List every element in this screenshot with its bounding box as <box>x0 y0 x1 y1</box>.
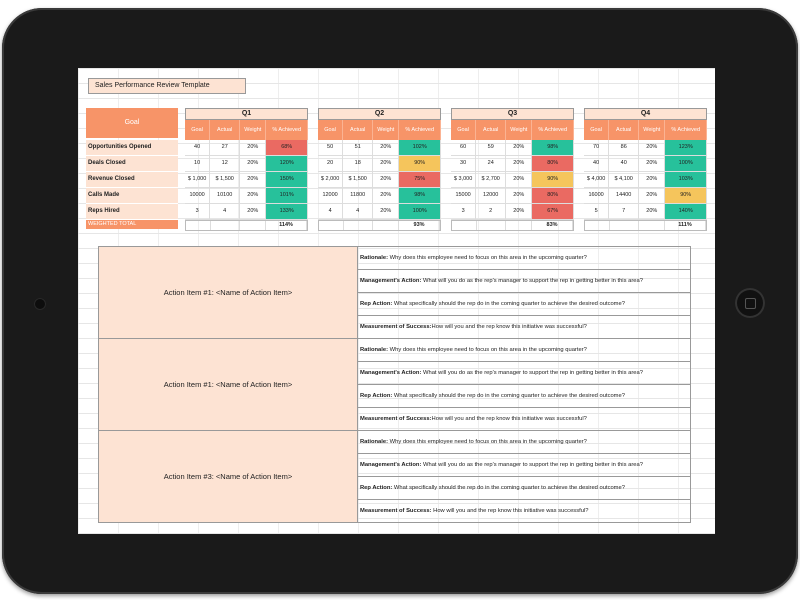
action-detail-row[interactable] <box>358 247 690 270</box>
achieved-cell[interactable]: 101% <box>266 188 308 203</box>
column-header[interactable]: Actual <box>343 120 373 140</box>
weighted-total-value[interactable]: 83% <box>532 221 573 230</box>
action-detail-label: Measurement of Success: <box>360 416 432 422</box>
goal-cell[interactable]: $ 1,000 <box>185 172 210 187</box>
weight-cell[interactable]: 20% <box>240 140 266 155</box>
quarter-header[interactable]: Q3 <box>451 108 574 120</box>
action-detail-text: How will you and the rep know this initiative was successful? <box>431 508 589 514</box>
empty-cell[interactable] <box>477 221 507 230</box>
actual-cell[interactable]: $ 1,500 <box>343 172 373 187</box>
home-square-icon <box>745 298 756 309</box>
table-row <box>451 140 574 156</box>
weight-cell[interactable]: 20% <box>373 156 399 171</box>
action-detail-label: Rep Action: <box>360 485 393 491</box>
achieved-cell[interactable]: 120% <box>266 156 308 171</box>
goal-cell[interactable]: $ 3,000 <box>451 172 476 187</box>
action-detail-text: How will you and the rep know this initiative was successful? <box>431 324 587 330</box>
column-header[interactable]: Goal <box>318 120 343 140</box>
actual-cell[interactable]: 7 <box>609 204 639 219</box>
goal-cell[interactable]: 30 <box>451 156 476 171</box>
goal-cell[interactable]: 10000 <box>185 188 210 203</box>
goal-cell[interactable]: 40 <box>185 140 210 155</box>
column-headers <box>318 120 441 140</box>
empty-cell[interactable] <box>452 221 477 230</box>
action-detail-text: Why does this employee need to focus on this area in the upcoming quarter? <box>388 347 587 353</box>
weight-cell[interactable]: 20% <box>373 204 399 219</box>
achieved-cell[interactable]: 102% <box>399 140 441 155</box>
achieved-cell[interactable]: 80% <box>532 156 574 171</box>
goal-cell[interactable]: 5 <box>584 204 609 219</box>
table-row <box>584 204 707 220</box>
achieved-cell[interactable]: 140% <box>665 204 707 219</box>
actual-cell[interactable]: 14400 <box>609 188 639 203</box>
action-detail-text: What specifically should the rep do in the coming quarter to achieve the desired outcome? <box>392 301 625 307</box>
action-detail-row[interactable] <box>358 477 690 500</box>
actual-cell[interactable]: 2 <box>476 204 506 219</box>
goal-cell[interactable]: 16000 <box>584 188 609 203</box>
table-row <box>584 140 707 156</box>
actual-cell[interactable]: 10100 <box>210 188 240 203</box>
goal-cell[interactable]: 70 <box>584 140 609 155</box>
weighted-total-label[interactable]: WEIGHTED TOTAL <box>86 220 178 229</box>
column-header[interactable]: Weight <box>506 120 532 140</box>
weighted-total-row <box>318 220 441 231</box>
weight-cell[interactable]: 20% <box>240 172 266 187</box>
table-row <box>318 140 441 156</box>
action-item-details <box>358 339 690 430</box>
weight-cell[interactable]: 20% <box>506 140 532 155</box>
goal-cell[interactable]: 50 <box>318 140 343 155</box>
table-row <box>185 140 308 156</box>
actual-cell[interactable]: 24 <box>476 156 506 171</box>
action-detail-row[interactable] <box>358 408 690 430</box>
goal-cell[interactable]: $ 2,000 <box>318 172 343 187</box>
column-headers <box>185 120 308 140</box>
column-header[interactable]: Actual <box>609 120 639 140</box>
action-detail-row[interactable] <box>358 431 690 454</box>
goal-cell[interactable]: 40 <box>584 156 609 171</box>
action-detail-text: What will you do as the rep's manager to support the rep in getting better in this area? <box>421 462 643 468</box>
action-item-block <box>98 339 691 431</box>
action-item-details <box>358 431 690 522</box>
goal-cell[interactable]: 20 <box>318 156 343 171</box>
column-header[interactable]: Weight <box>240 120 266 140</box>
weight-cell[interactable]: 20% <box>373 172 399 187</box>
action-detail-row[interactable] <box>358 500 690 522</box>
empty-cell[interactable] <box>585 221 610 230</box>
table-row <box>318 188 441 204</box>
weighted-total-value[interactable]: 114% <box>266 221 307 230</box>
action-detail-row[interactable] <box>358 385 690 408</box>
action-detail-text: What will you do as the rep's manager to support the rep in getting better in this area? <box>421 278 643 284</box>
actual-cell[interactable]: 27 <box>210 140 240 155</box>
actual-cell[interactable]: 40 <box>609 156 639 171</box>
actual-cell[interactable]: 86 <box>609 140 639 155</box>
empty-cell[interactable] <box>344 221 374 230</box>
action-detail-text: How will you and the rep know this initiative was successful? <box>431 416 587 422</box>
empty-cell[interactable] <box>373 221 399 230</box>
action-item-title[interactable]: Action Item #3: <Name of Action Item> <box>99 431 358 522</box>
action-detail-row[interactable] <box>358 454 690 477</box>
weighted-total-value[interactable]: 93% <box>399 221 440 230</box>
quarter-table-q1 <box>185 108 308 231</box>
actual-cell[interactable]: 4 <box>343 204 373 219</box>
actual-cell[interactable]: 11800 <box>343 188 373 203</box>
weight-cell[interactable]: 20% <box>240 156 266 171</box>
action-detail-label: Management's Action: <box>360 462 422 468</box>
actual-cell[interactable]: 18 <box>343 156 373 171</box>
action-detail-row[interactable] <box>358 293 690 316</box>
action-detail-label: Rationale: <box>360 347 389 353</box>
action-detail-row[interactable] <box>358 362 690 385</box>
goal-cell[interactable]: 3 <box>451 204 476 219</box>
action-detail-text: What will you do as the rep's manager to support the rep in getting better in this area? <box>421 370 643 376</box>
column-header[interactable]: % Achieved <box>266 120 308 140</box>
action-item-block <box>98 246 691 339</box>
achieved-cell[interactable]: 90% <box>665 188 707 203</box>
column-header[interactable]: Weight <box>639 120 665 140</box>
achieved-cell[interactable]: 133% <box>266 204 308 219</box>
column-header[interactable]: % Achieved <box>532 120 574 140</box>
action-item-title[interactable]: Action Item #1: <Name of Action Item> <box>99 247 358 338</box>
goal-cell[interactable]: 15000 <box>451 188 476 203</box>
quarter-table-q4 <box>584 108 707 231</box>
table-row <box>185 156 308 172</box>
action-detail-text: Why does this employee need to focus on this area in the upcoming quarter? <box>388 255 587 261</box>
row-label-calls[interactable]: Calls Made <box>86 188 178 204</box>
action-detail-label: Rep Action: <box>360 301 393 307</box>
achieved-cell[interactable]: 100% <box>665 156 707 171</box>
actual-cell[interactable]: $ 1,500 <box>210 172 240 187</box>
actual-cell[interactable]: 51 <box>343 140 373 155</box>
goal-cell[interactable]: 12000 <box>318 188 343 203</box>
quarter-table-q2 <box>318 108 441 231</box>
table-row <box>451 156 574 172</box>
row-label-opportunities[interactable]: Opportunities Opened <box>86 140 178 156</box>
action-detail-label: Rationale: <box>360 255 389 261</box>
column-header[interactable]: % Achieved <box>399 120 441 140</box>
weight-cell[interactable]: 20% <box>506 172 532 187</box>
action-detail-label: Management's Action: <box>360 278 422 284</box>
table-row <box>185 172 308 188</box>
camera-icon <box>34 298 46 310</box>
actual-cell[interactable]: 59 <box>476 140 506 155</box>
weight-cell[interactable]: 20% <box>240 188 266 203</box>
goal-cell[interactable]: $ 4,000 <box>584 172 609 187</box>
column-header[interactable]: Goal <box>451 120 476 140</box>
action-detail-label: Rep Action: <box>360 393 393 399</box>
action-detail-text: What specifically should the rep do in the coming quarter to achieve the desired outcome? <box>392 485 625 491</box>
column-header[interactable]: Weight <box>373 120 399 140</box>
weight-cell[interactable]: 20% <box>506 204 532 219</box>
quarter-header[interactable]: Q1 <box>185 108 308 120</box>
table-row <box>584 172 707 188</box>
table-row <box>451 188 574 204</box>
actual-cell[interactable]: 4 <box>210 204 240 219</box>
action-detail-row[interactable] <box>358 339 690 362</box>
weight-cell[interactable]: 20% <box>506 156 532 171</box>
achieved-cell[interactable]: 90% <box>532 172 574 187</box>
row-label-deals[interactable]: Deals Closed <box>86 156 178 172</box>
table-row <box>451 172 574 188</box>
achieved-cell[interactable]: 80% <box>532 188 574 203</box>
actual-cell[interactable]: $ 2,700 <box>476 172 506 187</box>
column-header[interactable]: Actual <box>476 120 506 140</box>
action-detail-label: Management's Action: <box>360 370 422 376</box>
weighted-total-row <box>185 220 308 231</box>
goal-cell[interactable]: 4 <box>318 204 343 219</box>
weight-cell[interactable]: 20% <box>639 204 665 219</box>
achieved-cell[interactable]: 90% <box>399 156 441 171</box>
weighted-total-row <box>584 220 707 231</box>
achieved-cell[interactable]: 150% <box>266 172 308 187</box>
row-label-reps[interactable]: Reps Hired <box>86 204 178 220</box>
weight-cell[interactable]: 20% <box>639 188 665 203</box>
achieved-cell[interactable]: 100% <box>399 204 441 219</box>
row-label-revenue[interactable]: Revenue Closed <box>86 172 178 188</box>
action-detail-label: Measurement of Success: <box>360 324 432 330</box>
empty-cell[interactable] <box>506 221 532 230</box>
weighted-total-row <box>451 220 574 231</box>
action-item-block <box>98 431 691 523</box>
actual-cell[interactable]: 12 <box>210 156 240 171</box>
weight-cell[interactable]: 20% <box>373 188 399 203</box>
actual-cell[interactable]: 12000 <box>476 188 506 203</box>
action-items-table <box>98 246 691 523</box>
table-row <box>318 156 441 172</box>
achieved-cell[interactable]: 98% <box>399 188 441 203</box>
table-row <box>185 204 308 220</box>
table-row <box>318 172 441 188</box>
sheet-title[interactable]: Sales Performance Review Template <box>88 78 246 94</box>
achieved-cell[interactable]: 68% <box>266 140 308 155</box>
table-row <box>185 188 308 204</box>
column-header[interactable]: Goal <box>185 120 210 140</box>
empty-cell[interactable] <box>240 221 266 230</box>
weight-cell[interactable]: 20% <box>506 188 532 203</box>
goal-cell[interactable]: 3 <box>185 204 210 219</box>
action-detail-label: Measurement of Success: <box>360 508 432 514</box>
home-button[interactable] <box>735 288 765 318</box>
goal-cell[interactable]: 10 <box>185 156 210 171</box>
table-row <box>584 188 707 204</box>
empty-cell[interactable] <box>186 221 211 230</box>
spreadsheet-screen <box>78 68 715 534</box>
row-labels <box>86 140 178 229</box>
action-detail-text: What specifically should the rep do in the coming quarter to achieve the desired outcome? <box>392 393 625 399</box>
action-detail-row[interactable] <box>358 270 690 293</box>
weight-cell[interactable]: 20% <box>639 156 665 171</box>
achieved-cell[interactable]: 98% <box>532 140 574 155</box>
achieved-cell[interactable]: 123% <box>665 140 707 155</box>
table-row <box>318 204 441 220</box>
action-item-details <box>358 247 690 338</box>
quarter-header[interactable]: Q4 <box>584 108 707 120</box>
actual-cell[interactable]: $ 4,100 <box>609 172 639 187</box>
goal-header[interactable]: Goal <box>86 108 178 138</box>
column-header[interactable]: % Achieved <box>665 120 707 140</box>
quarter-table-q3 <box>451 108 574 231</box>
achieved-cell[interactable]: 75% <box>399 172 441 187</box>
achieved-cell[interactable]: 67% <box>532 204 574 219</box>
column-headers <box>584 120 707 140</box>
weighted-total-value[interactable]: 111% <box>665 221 706 230</box>
table-row <box>584 156 707 172</box>
table-row <box>451 204 574 220</box>
action-item-title[interactable]: Action Item #1: <Name of Action Item> <box>99 339 358 430</box>
weight-cell[interactable]: 20% <box>639 140 665 155</box>
empty-cell[interactable] <box>319 221 344 230</box>
action-detail-text: Why does this employee need to focus on this area in the upcoming quarter? <box>388 439 587 445</box>
action-detail-row[interactable] <box>358 316 690 338</box>
goal-cell[interactable]: 60 <box>451 140 476 155</box>
action-detail-label: Rationale: <box>360 439 389 445</box>
column-header[interactable]: Goal <box>584 120 609 140</box>
empty-cell[interactable] <box>610 221 640 230</box>
achieved-cell[interactable]: 103% <box>665 172 707 187</box>
empty-cell[interactable] <box>639 221 665 230</box>
column-headers <box>451 120 574 140</box>
weight-cell[interactable]: 20% <box>639 172 665 187</box>
weight-cell[interactable]: 20% <box>240 204 266 219</box>
column-header[interactable]: Actual <box>210 120 240 140</box>
weight-cell[interactable]: 20% <box>373 140 399 155</box>
quarter-header[interactable]: Q2 <box>318 108 441 120</box>
empty-cell[interactable] <box>211 221 241 230</box>
